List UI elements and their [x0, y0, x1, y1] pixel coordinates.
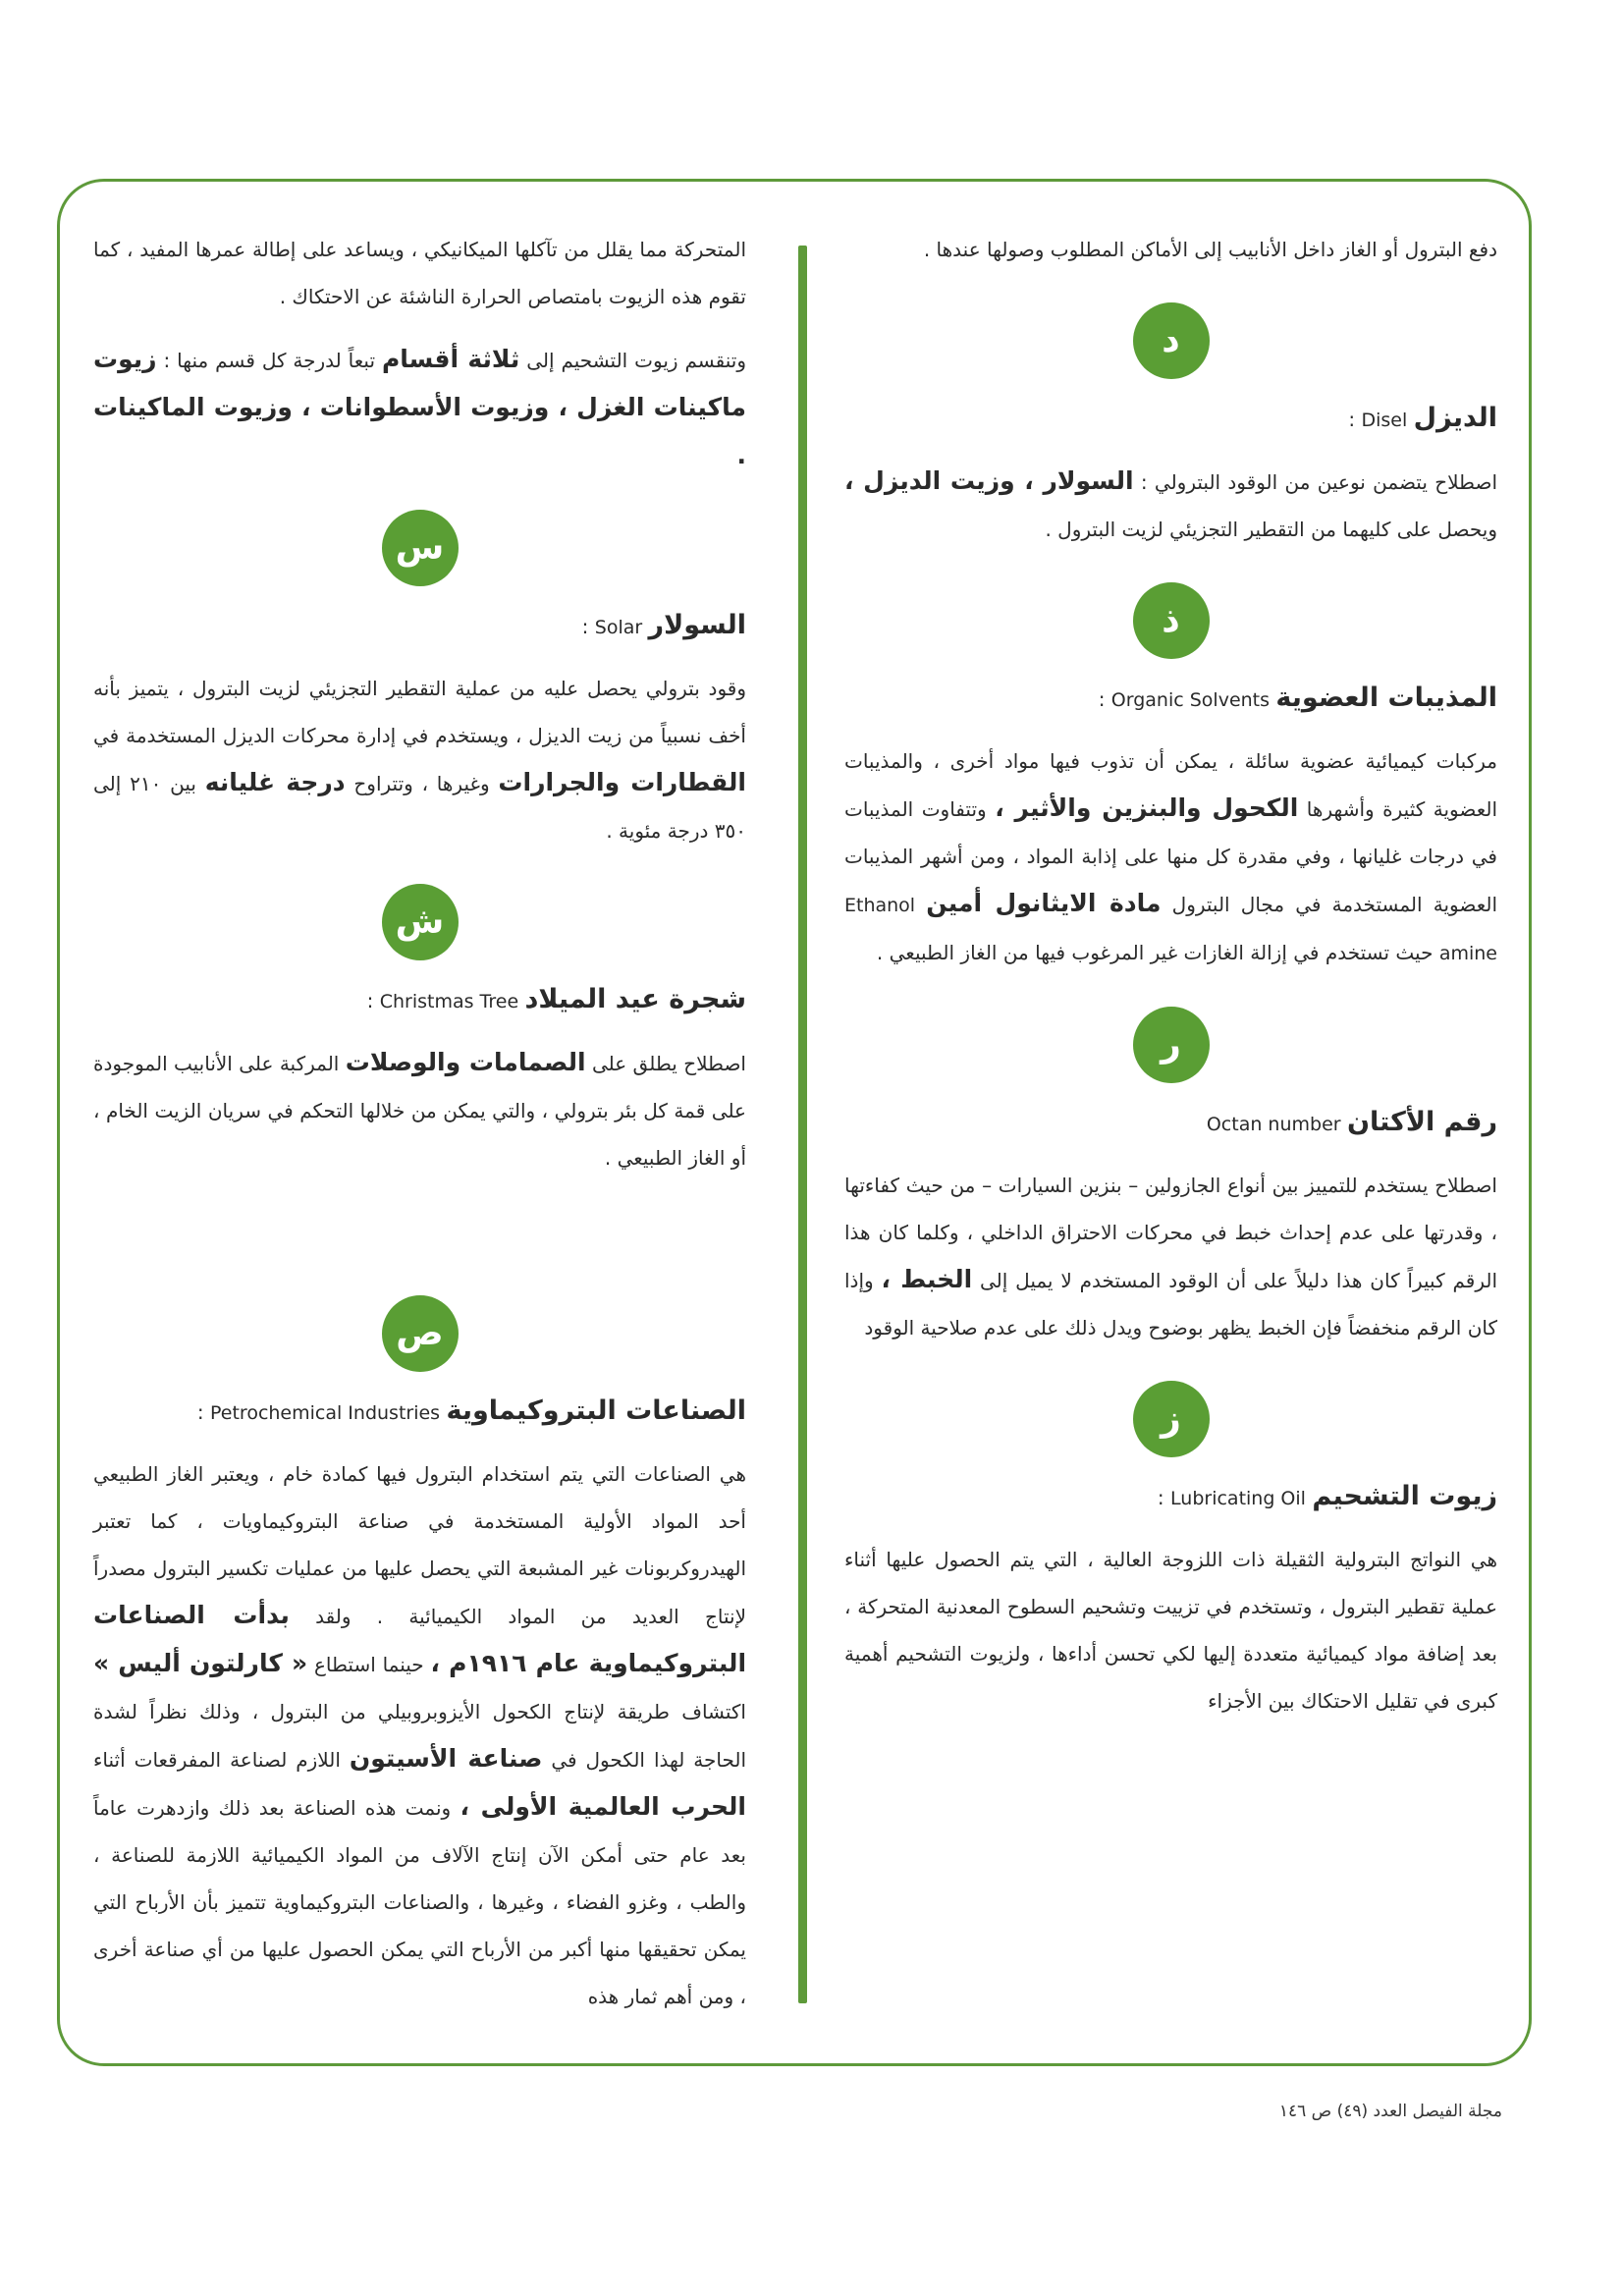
entry-heading-solvents: المذيبات العضوية Organic Solvents :: [1098, 683, 1497, 713]
entry-body-christmas-tree: [93, 1039, 746, 1181]
latin-term: Organic Solvents: [1110, 689, 1271, 711]
text: وتتفاوت المذيبات في درجات غليانها ، وفي مقدرة كل منها على إذابة المواد ، ومن أشهر المذيبات العضوية المستخدمة في مجال البترول: [844, 797, 1498, 916]
entry-body-solvents: [844, 738, 1497, 977]
bold-text: السولار ، وزيت الديزل ،: [844, 466, 1134, 495]
text: وقود بترولي يحصل عليه من عملية التقطير التجزيئي لزيت البترول ، يتميز بأنه أخف نسبياً من زيت الديزل ، ويستخدم في إدارة محركات الديزل المستخدمة في: [93, 677, 746, 747]
continuation-paragraph: المتحركة مما يقلل من تآكلها الميكانيكي ، ويساعد على إطالة عمرها المفيد ، كما تقوم هذه الزيوت بامتصاص الحرارة الناشئة عن الاحتكاك .: [93, 238, 746, 308]
text: اكتشاف طريقة لإنتاج الكحول الأيزوبروبيلي من البترول ، وذلك نظراً لشدة الحاجة لهذا الكحول في: [93, 1700, 747, 1772]
text: ونمت هذه الصناعة بعد ذلك وازدهرت عاماً بعد عام حتى أمكن الآن إنتاج الآلاف من المواد الكيميائية اللازمة للصناعة ، والطب ، وغزو الفضاء ، وغيرها ، والصناعات البتروكيماوية تتميز بأن الأرباح التي يمكن تحقيقها منها أكبر من الأرباح التي يمكن الحصول عليها من أي صناعة أخرى ، ومن أهم ثمار هذه: [93, 1796, 746, 2008]
term: الصناعات البتروكيماوية: [446, 1395, 746, 1426]
bold-text: صناعة الأسيتون: [349, 1744, 543, 1773]
bold-text: مادة الايثانول أمين: [926, 889, 1162, 917]
text: حيث تستخدم في إزالة الغازات غير المرغوب فيها من الغاز الطبيعي .: [876, 941, 1434, 964]
page-footer-citation: مجلة الفيصل العدد (٤٩) ص ١٤٦: [1278, 2102, 1502, 2121]
bold-text: الكحول والبنزين والأثير ،: [995, 793, 1299, 822]
entry-body-lubricating: [844, 1536, 1497, 1724]
text: وإذا كان الرقم منخفضاً فإن الخبط يظهر بوضوح ويدل ذلك على عدم صلاحية الوقود: [844, 1269, 1497, 1339]
bold-text: درجة غليانه: [204, 768, 346, 796]
bold-text: القطارات والجرارات: [498, 768, 746, 796]
latin-term: Ethanol amine: [844, 895, 1497, 964]
latin-term: Christmas Tree: [379, 991, 519, 1012]
letter-sheen-icon: ش: [382, 884, 459, 960]
entry-body-solar: [93, 665, 746, 854]
text: اصطلاح يتضمن نوعين من الوقود البترولي :: [1140, 470, 1497, 494]
term: زيوت التشحيم: [1312, 1481, 1497, 1511]
term: الديزل: [1413, 403, 1497, 433]
text: بين ٢١٠ إلى ٣٥٠ درجة مئوية .: [93, 772, 746, 843]
bold-text: بدأت الصناعات البتروكيماوية عام ١٩١٦م ،: [93, 1601, 747, 1677]
bold-text: الحرب العالمية الأولى ،: [460, 1792, 746, 1821]
entry-heading-christmas-tree: شجرة عيد الميلاد Christmas Tree :: [366, 984, 746, 1014]
latin-term: Solar: [594, 617, 643, 638]
text: وتنقسم زيوت التشحيم إلى: [526, 349, 747, 372]
entry-heading-lubricating: زيوت التشحيم Lubricating Oil :: [1157, 1481, 1497, 1511]
text: هي الصناعات التي يتم استخدام البترول فيها كمادة خام ، ويعتبر الغاز الطبيعي أحد المواد الأولية المستخدمة في صناعة البتروكيماويات ، كما تعتبر الهيدروكربونات غير المشبعة التي يحصل عليها من عمليات تكسير البترول مصدراً لإنتاج العديد من المواد الكيميائية . ولقد: [93, 1462, 747, 1628]
lubricating-types-paragraph: [93, 336, 746, 480]
entry-body-petrochemical: [93, 1450, 746, 2020]
column-divider: [798, 246, 807, 2003]
letter-thal-icon: ذ: [1133, 582, 1210, 659]
bold-text: الخبط ،: [881, 1265, 973, 1293]
latin-term: Lubricating Oil: [1170, 1488, 1306, 1509]
letter-zay-icon: ز: [1133, 1381, 1210, 1457]
letter-ra-icon: ر: [1133, 1007, 1210, 1083]
bold-text: ثلاثة أقسام: [381, 345, 520, 373]
bold-text: الصمامات والوصلات: [345, 1048, 586, 1076]
entry-body-octane: [844, 1162, 1497, 1351]
latin-term: Petrochemical Industries: [210, 1402, 441, 1424]
left-column: [93, 226, 746, 2036]
term: المذيبات العضوية: [1275, 683, 1497, 713]
text: وغيرها ، وتتراوح: [353, 772, 490, 795]
term: رقم الأكتان: [1346, 1107, 1497, 1137]
entry-heading-diesel: الديزل Disel :: [1348, 403, 1497, 433]
text: اصطلاح يطلق على: [591, 1052, 746, 1075]
text: مركبات كيميائية عضوية سائلة ، يمكن أن تذوب فيها مواد أخرى ، والمذيبات العضوية كثيرة وأشهرها: [844, 749, 1498, 821]
text: حينما استطاع: [313, 1653, 424, 1676]
text: ويحصل على كليهما من التقطير التجزيئي لزيت البترول .: [1045, 518, 1497, 541]
letter-seen-icon: س: [382, 510, 459, 586]
intro-paragraph: دفع البترول أو الغاز داخل الأنابيب إلى الأماكن المطلوب وصولها عندها .: [923, 238, 1497, 261]
latin-term: Octan number: [1206, 1114, 1341, 1135]
latin-term: Disel: [1361, 410, 1408, 431]
text: المركبة على الأنابيب الموجودة على قمة كل بئر بترولي ، والتي يمكن من خلالها التحكم في سريان الزيت الخام ، أو الغاز الطبيعي .: [93, 1052, 746, 1170]
entry-heading-petrochemical: الصناعات البتروكيماوية Petrochemical Industries :: [196, 1395, 746, 1426]
letter-sad-icon: ص: [382, 1295, 459, 1372]
term: شجرة عيد الميلاد: [524, 984, 746, 1014]
bold-text: زيوت ماكينات الغزل ، وزيوت الأسطوانات ، وزيوت الماكينات .: [93, 345, 746, 469]
term: السولار: [648, 610, 746, 640]
text: هي النواتج البترولية الثقيلة ذات اللزوجة العالية ، التي يتم الحصول عليها أثناء عملية تقطير البترول ، وتستخدم في تزييت وتشحيم السطوح المعدنية المتحركة ، بعد إضافة مواد كيميائية متعددة إليها لكي تحسن أداءها ، ولزيوت التشحيم أهمية كبرى في تقليل الاحتكاك بين الأجزاء: [844, 1548, 1497, 1713]
entry-heading-octane: [844, 1103, 1497, 1144]
text: اللازم لصناعة المفرقعات أثناء: [93, 1748, 341, 1772]
bold-text: « كارلتون أليس »: [93, 1649, 308, 1677]
entry-heading-solar: السولار Solar :: [581, 610, 746, 640]
letter-dal-icon: د: [1133, 302, 1210, 379]
text: اصطلاح يستخدم للتمييز بين أنواع الجازولين – بنزين السيارات – من حيث كفاءتها ، وقدرتها على عدم إحداث خبط في محركات الاحتراق الداخلي ، وكلما كان هذا الرقم كبيراً كان هذا دليلاً على أن الوقود المستخدم لا يميل إلى: [844, 1174, 1498, 1292]
right-column: [844, 226, 1497, 1740]
entry-body-diesel: [844, 458, 1497, 553]
text: تبعاً لدرجة كل قسم منها :: [163, 349, 376, 372]
